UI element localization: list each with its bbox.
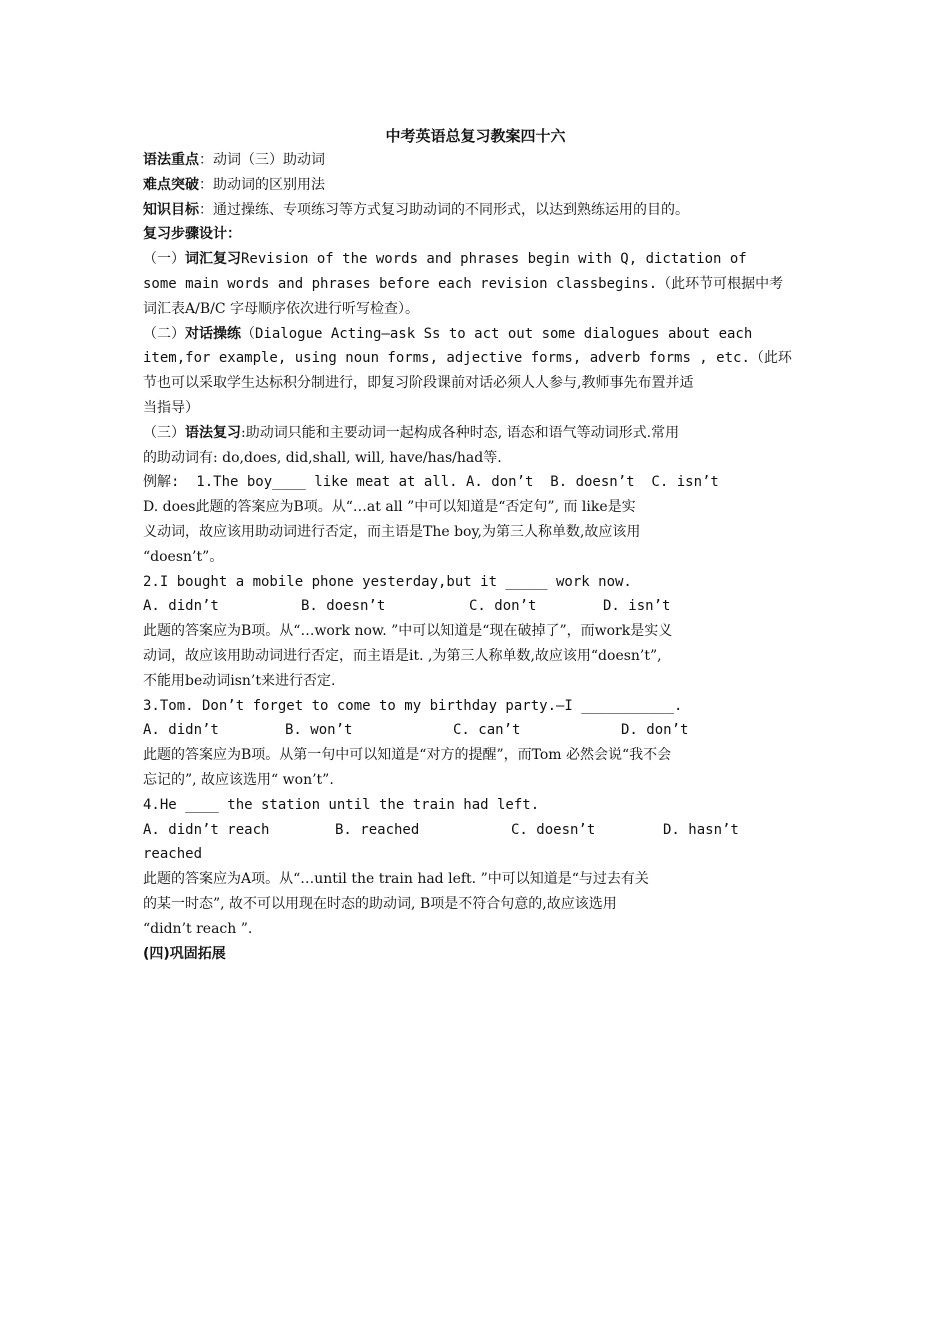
difficulty-label: 难点突破 (143, 176, 199, 193)
example-4-option-c: C. doesn’t (511, 821, 596, 838)
goal-value: ：通过操练、专项练习等方式复习助动词的不同形式，以达到熟练运用的目的。 (199, 201, 689, 218)
example-4-option-d: D. hasn’t (663, 821, 739, 838)
example-3-option-d: D. don’t (621, 722, 689, 739)
example-3-question: 3.Tom. Don’t forget to come to my birthday party.—I ___________. (143, 697, 683, 714)
example-4-options (143, 818, 808, 843)
example-2-option-b: B. doesn’t (301, 598, 386, 615)
dialogue-line-4: 当指导） (143, 399, 199, 416)
example-4-explain-3: “didn’t reach ”. (143, 920, 253, 937)
document-page (143, 124, 808, 966)
example-3-option-b: B. won’t (285, 722, 353, 739)
dialogue-prefix: （二） (143, 325, 185, 342)
dialogue-label: 对话操练 (185, 325, 241, 342)
grammar-focus-label: 语法重点 (143, 152, 199, 168)
dialogue-text-1: （Dialogue Acting—ask Ss to act out some dialogues about each (241, 325, 753, 342)
steps-heading: 复习步骤设计： (143, 226, 241, 243)
grammar-focus-value: ：动词（三）助动词 (199, 152, 325, 168)
grammar-review-line-1 (143, 421, 808, 446)
example-1-question: 例解: 1.The boy____ like meat at all. A. don’t B. doesn’t C. isn’t (143, 474, 719, 491)
example-4-explain-2: 的某一时态”, 故不可以用现在时态的助动词, B项是不符合句意的,故应该选用 (143, 895, 617, 912)
example-4-option-b: B. reached (335, 821, 420, 838)
grammar-review-label: 语法复习 (185, 424, 241, 441)
example-3-explain-1: 此题的答案应为B项。从第一句中可以知道是“对方的提醒”，而Tom 必然会说“我不会 (143, 747, 672, 764)
example-4-explain-1: 此题的答案应为A项。从“…until the train had left. ”中可以知道是“与过去有关 (143, 871, 649, 888)
example-3-option-a: A. didn’t (143, 722, 219, 739)
example-4-question: 4.He ____ the station until the train had left. (143, 796, 540, 813)
example-2-options (143, 594, 808, 619)
example-2-option-d: D. isn’t (603, 598, 671, 615)
difficulty-value: ：助动词的区别用法 (199, 176, 325, 193)
vocab-review-prefix: （一） (143, 251, 185, 268)
grammar-review-text-1: :助动词只能和主要动词一起构成各种时态, 语态和语气等动词形式.常用 (241, 424, 680, 441)
example-4-option-d-cont: reached (143, 846, 203, 863)
example-1-explain-2: 义动词，故应该用助动词进行否定，而主语是The boy,为第三人称单数,故应该用 (143, 523, 641, 540)
grammar-focus-line (143, 148, 808, 173)
example-2-explain-1: 此题的答案应为B项。从“…work now. ”中可以知道是“现在破掉了”，而work是实义 (143, 623, 673, 640)
dialogue-line-1 (143, 322, 808, 347)
dialogue-line-2: item,for example, using noun forms, adjective forms, adverb forms , etc.（此环 (143, 350, 792, 367)
vocab-review-label: 词汇复习 (185, 251, 241, 268)
example-2-option-c: C. don’t (469, 598, 537, 615)
example-2-explain-2: 动词，故应该用助动词进行否定，而主语是it. ,为第三人称单数,故应该用“doesn’t”, (143, 647, 662, 664)
example-4-option-a: A. didn’t reach (143, 821, 270, 838)
example-3-options (143, 718, 808, 743)
grammar-review-prefix: （三） (143, 424, 185, 441)
example-1-explain-1: D. does此题的答案应为B项。从“…at all ”中可以知道是“否定句”, 而 like是实 (143, 499, 636, 516)
grammar-review-line-2: 的助动词有: do,does, did,shall, will, have/has/had等. (143, 449, 502, 466)
example-1-explain-3: “doesn’t”。 (143, 548, 224, 565)
goal-line (143, 198, 808, 223)
vocab-review-line-2: some main words and phrases before each revision classbegins.（此环节可根据中考 (143, 275, 784, 292)
dialogue-line-3: 节也可以采取学生达标积分制进行，即复习阶段课前对话必须人人参与,教师事先布置并适 (143, 375, 694, 392)
difficulty-line (143, 173, 808, 198)
example-2-question: 2.I bought a mobile phone yesterday,but it _____ work now. (143, 573, 632, 590)
example-2-option-a: A. didn’t (143, 598, 219, 615)
page-title: 中考英语总复习教案四十六 (385, 127, 566, 145)
consolidation-heading: (四)巩固拓展 (143, 945, 226, 962)
goal-label: 知识目标 (143, 201, 199, 218)
vocab-review-line-1 (143, 247, 808, 272)
example-2-explain-3: 不能用be动词isn’t来进行否定. (143, 672, 336, 689)
example-3-option-c: C. can’t (453, 722, 521, 739)
vocab-review-line-3: 词汇表A/B/C 字母顺序依次进行听写检查）。 (143, 300, 419, 317)
vocab-review-text-1: Revision of the words and phrases begin with Q, dictation of (241, 251, 747, 268)
example-3-explain-2: 忘记的”, 故应该选用“ won’t”. (143, 771, 334, 788)
